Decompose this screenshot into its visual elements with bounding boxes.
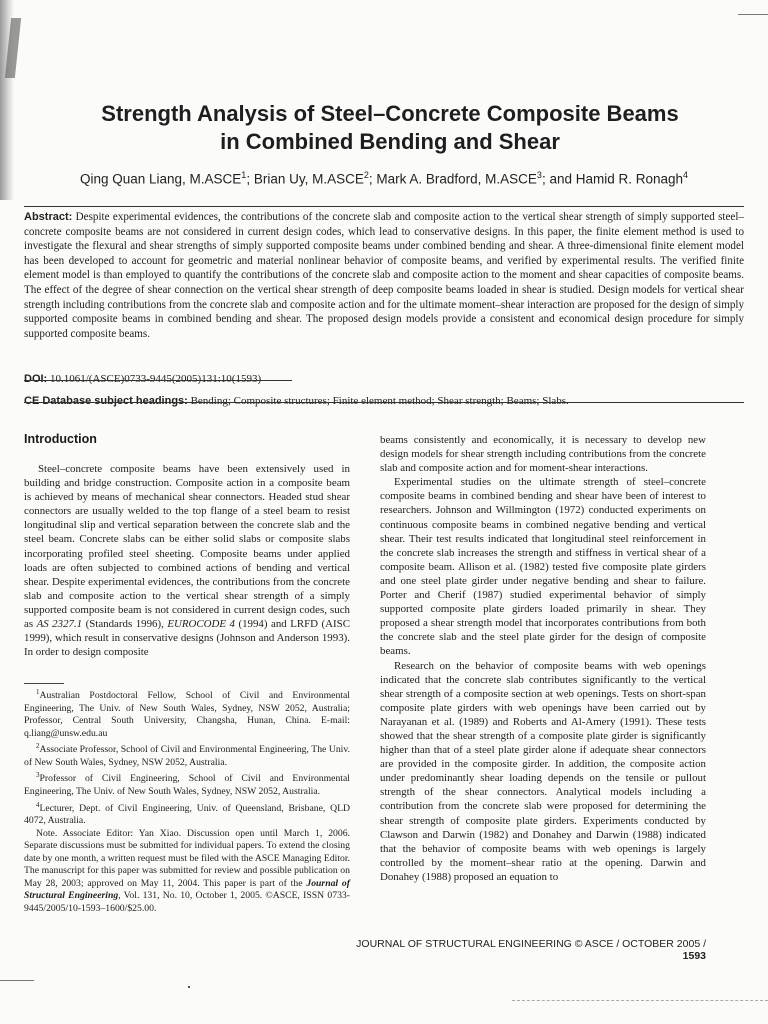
editorial-note-text-a: Note. Associate Editor: Yan Xiao. Discussion open until March 1, 2006. Separate discussions must be submitted for individual papers. To extend the closing date by one month, a written request must be filed with the ASCE Managing Editor. The manuscript for this paper was submitted for review and possible publication on May 28, 2003; approved on May 11, 2004. This paper is part of the <box>24 827 350 889</box>
footnote-4-mark: 4 <box>36 800 40 809</box>
abstract-label: Abstract: <box>24 211 73 223</box>
author-2: ; Brian Uy, M.ASCE <box>246 171 364 187</box>
left-paragraph-1 <box>24 462 350 659</box>
headings-strike-line <box>24 402 744 403</box>
author-2-affil: 2 <box>363 170 369 180</box>
footer-page-number: 1593 <box>682 950 706 962</box>
doi-value: 10.1061/(ASCE)0733-9445(2005)131:10(1593) <box>49 373 262 385</box>
footnote-3-text: Professor of Civil Engineering, School of Civil and Environmental Engineering, The Univ. of New South Wales, Sydney, NSW 2052, Australia. <box>24 773 350 798</box>
footnote-1-mark: 1 <box>36 688 40 696</box>
left-p1-text-a: Steel–concrete composite beams have been extensively used in building and bridge construction. Composite action in a composite beam is achieved by means of mechanical shear connectors. Headed stud shear connectors are usually welded to the top flange of a steel beam to resist longitudinal slip and vertical separation between the concrete slab and the steel beam. Concrete slabs can be either solid slabs or composite slabs incorporating profiled steel sheeting. Composite beams under applied loads are often subjected to combined actions of bending and vertical shear. Despite experimental evidences, the contributions from the concrete slab and composite action to the vertical shear strength of a simply supported composite beam is not considered in current design codes, such as <box>24 463 350 631</box>
subject-headings <box>24 394 744 408</box>
right-column <box>380 433 706 884</box>
abstract-text: Despite experimental evidences, the contributions of the concrete slab and composite action to the vertical shear strength of simply supported steel–concrete composite beams are not considered in current design codes, which lead to conservative designs. In this paper, the finite element method is used to investigate the flexural and shear strengths of simply supported composite beams under combined bending and shear. A three-dimensional finite element model has been developed to account for geometric and material nonlinear behavior of composite beams, and verified by experimental results. The verified finite element model is than employed to quantify the contributions of the concrete slab and composite action to the moment and shear capacities of composite beams. The effect of the degree of shear connection on the vertical shear strength of deep composite beams loaded in shear is studied. Design models for vertical shear strength including contributions from the concrete slab and composite action and for the ultimate moment–shear interaction are proposed for the design of simply supported composite beams in combined bending and shear. The proposed design models provide a consistent and economical design procedure for simply supported composite beams. <box>24 211 744 340</box>
editorial-note <box>24 828 350 916</box>
title-line-2: in Combined Bending and Shear <box>220 129 560 154</box>
doi-line <box>24 372 744 386</box>
page-footer <box>330 938 706 962</box>
left-p1-standard-eurocode: EUROCODE 4 <box>167 618 235 631</box>
scan-speck <box>188 986 190 988</box>
right-paragraph-1: Experimental studies on the ultimate strength of steel–concrete composite beams in combined bending and shear have been of interest to researchers. Johnson and Willmington (1972) conducted experiments on continuous composite beams in combined negative bending and vertical shear. Their test results indicated that longitudinal steel reinforcement in the concrete slab increases the strength and stiffness in vertical shear of a composite beam. Allison et al. (1982) tested five composite plate girders and one steel plate girder under negative bending and shear to failure. Porter and Cherif (1987) studied experimental behavior of simply supported composite plate girders loaded primarily in shear. They proposed a shear strength model that incorporates contributions from both the concrete slab and the steel plate girder for the design of composite beams. <box>380 476 706 658</box>
footer-journal: JOURNAL OF STRUCTURAL ENGINEERING © ASCE / OCTOBER 2005 / <box>356 938 706 950</box>
footnote-4-text: Lecturer, Dept. of Civil Engineering, Univ. of Queensland, Brisbane, QLD 4072, Australia. <box>24 802 350 827</box>
doi-label: DOI: <box>24 373 48 385</box>
footnote-1 <box>24 686 350 740</box>
section-heading-introduction: Introduction <box>24 432 97 446</box>
footnote-2-text: Associate Professor, School of Civil and Environmental Engineering, The Univ. of New South Wales, Sydney, NSW 2052, Australia. <box>24 744 350 768</box>
scan-mark-bottom-right <box>512 1000 768 1001</box>
abstract-top-rule <box>24 206 744 207</box>
left-column <box>24 462 350 659</box>
author-4-affil: 4 <box>683 170 689 180</box>
footnotes <box>24 686 350 915</box>
footnote-3-mark: 3 <box>36 771 40 780</box>
doi-strike-line <box>24 380 292 381</box>
author-4: ; and Hamid R. Ronagh <box>541 171 684 187</box>
subject-headings-label: CE Database subject headings: <box>24 395 188 407</box>
editorial-note-text-b: , Vol. 131, No. 10, October 1, 2005. ©ASCE, ISSN 0733-9445/2005/10-1593–1600/$25.00. <box>24 890 350 914</box>
right-paragraph-2: Research on the behavior of composite beams with web openings indicated that the concrete slab contributes significantly to the vertical shear strength of a composite section at web openings. Tests on short-span composite plate girders with web openings have been carried out by Narayanan et al. (1989) and Roberts and Al-Amery (1991). These tests showed that the shear strength of a composite plate girder is significantly higher than that of a steel plate girder alone if adequate shear connectors are provided in the composite girder. In addition, the composite action under predominantly shear loading depends on the tensile or pullout strength of the shear connectors. Analytical models including a contribution from the concrete slab were proposed for determining the shear strength of composite plate girders. Experiments conducted by Clawson and Darwin (1982) and Donahey and Darwin (1988) indicated that the behavior of composite beams with web openings is largely controlled by the moment–shear ratio at the opening. Darwin and Donahey (1988) proposed an equation to <box>380 659 706 883</box>
right-paragraph-0: beams consistently and economically, it is necessary to develop new design models for shear strength including contributions from the concrete slab and composite action and for moment-shear interactions. <box>380 434 706 475</box>
footnote-1-text: Australian Postdoctoral Fellow, School of Civil and Environmental Engineering, The Univ. of New South Wales, Sydney, NSW 2052, Australia; Professor, Central South University, Changsha, Hunan, China. E-mail: q.liang@unsw.edu.au <box>24 690 350 739</box>
footnote-2 <box>24 740 350 769</box>
scan-mark-bottom-left <box>0 980 34 981</box>
footnote-3 <box>24 769 350 798</box>
author-1: Qing Quan Liang, M.ASCE <box>79 171 242 187</box>
left-p1-text-c: (1994) and LRFD (AISC 1999), which result in conservative designs (Johnson and Anderson 1993). In order to design composite <box>24 618 350 659</box>
author-3: ; Mark A. Bradford, M.ASCE <box>368 171 537 187</box>
author-3-affil: 3 <box>536 170 542 180</box>
abstract <box>24 210 744 341</box>
subject-headings-value: Bending; Composite structures; Finite element method; Shear strength; Beams; Slabs. <box>190 395 569 407</box>
editorial-note-journal: Journal of Structural Engineering <box>24 877 350 902</box>
footnote-rule <box>24 683 64 684</box>
footnote-4 <box>24 799 350 828</box>
footnote-2-mark: 2 <box>36 742 40 751</box>
paper-title <box>40 100 740 156</box>
left-p1-text-b: (Standards 1996), <box>82 618 168 631</box>
title-line-1: Strength Analysis of Steel–Concrete Composite Beams <box>101 101 679 126</box>
author-list <box>20 166 748 189</box>
author-1-affil: 1 <box>241 170 247 180</box>
scan-corner-line <box>738 0 768 15</box>
left-p1-standard-as: AS 2327.1 <box>36 618 83 631</box>
